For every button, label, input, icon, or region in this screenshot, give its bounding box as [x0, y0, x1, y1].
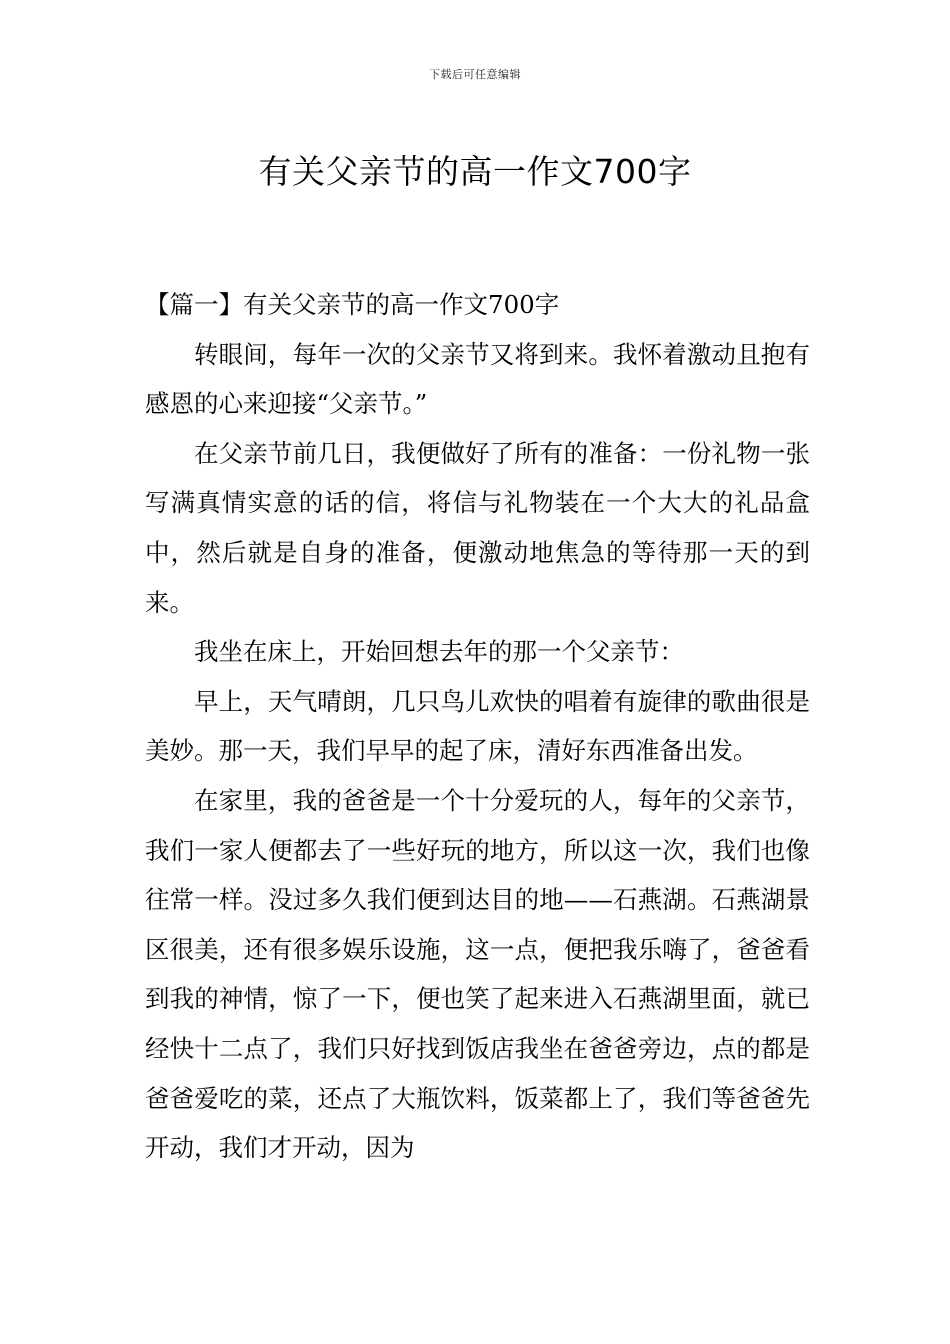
paragraph: 早上，天气晴朗，几只鸟儿欢快的唱着有旋律的歌曲很是美妙。那一天，我们早早的起了床，清好东西准备出发。 — [145, 686, 810, 766]
paragraph: 在父亲节前几日，我便做好了所有的准备：一份礼物一张写满真情实意的话的信，将信与礼物装在一个大大的礼品盒中，然后就是自身的准备，便激动地焦急的等待那一天的到来。 — [145, 438, 810, 617]
paragraph: 转眼间，每年一次的父亲节又将到来。我怀着激动且抱有感恩的心来迎接“父亲节。” — [145, 339, 810, 419]
paragraph: 我坐在床上，开始回想去年的那一个父亲节： — [194, 637, 684, 667]
header-note: 下载后可任意编辑 — [429, 68, 521, 81]
section-heading: 【篇一】有关父亲节的高一作文700字 — [145, 290, 560, 319]
paragraph: 在家里，我的爸爸是一个十分爱玩的人，每年的父亲节，我们一家人便都去了一些好玩的地方，所以这一次，我们也像往常一样。没过多久我们便到达目的地——石燕湖。石燕湖景区很美，还有很多娱乐设施，这一点，便把我乐嗨了，爸爸看到我的神情，惊了一下，便也笑了起来进入石燕湖里面，就已经快十二点了，我们只好找到饭店我坐在爸爸旁边，点的都是爸爸爱吃的菜，还点了大瓶饮料，饭菜都上了，我们等爸爸先开动，我们才开动，因为 — [145, 785, 810, 1163]
document-body — [145, 280, 810, 1173]
document-title: 有关父亲节的高一作文700字 — [258, 152, 692, 192]
